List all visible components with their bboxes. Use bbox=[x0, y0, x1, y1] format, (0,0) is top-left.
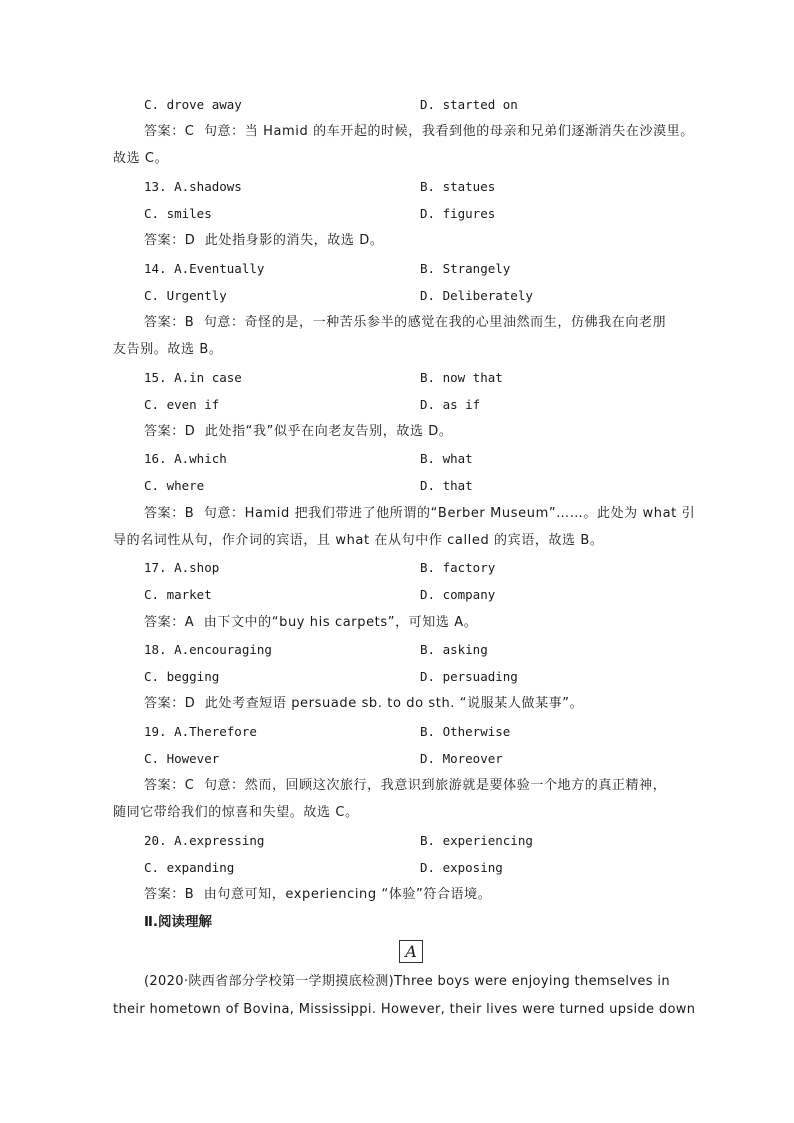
option-b: B. asking bbox=[420, 642, 488, 657]
option-a: 17. A.shop bbox=[144, 560, 220, 575]
option-c: C. However bbox=[144, 751, 220, 766]
answer-text-continued: 故选 C。 bbox=[113, 151, 169, 166]
answer-text: 答案：A 由下文中的“buy his carpets”，可知选 A。 bbox=[144, 615, 478, 630]
option-d: D. figures bbox=[420, 206, 496, 221]
answer-text-continued: 随同它带给我们的惊喜和失望。故选 C。 bbox=[113, 805, 359, 820]
option-a: 13. A.shadows bbox=[144, 179, 242, 194]
option-a: 20. A.expressing bbox=[144, 833, 265, 848]
section-title: Ⅱ.阅读理解 bbox=[144, 914, 213, 930]
answer-text: 答案：D 此处指身影的消失，故选 D。 bbox=[144, 233, 384, 248]
option-c: C. expanding bbox=[144, 860, 235, 875]
answer-text: 答案：B 句意：Hamid 把我们带进了他所谓的“Berber Museum”……。此处为 what 引 bbox=[144, 506, 696, 521]
answer-text-continued: 导的名词性从句，作介词的宾语，且 what 在从句中作 called 的宾语，故选 B。 bbox=[113, 533, 604, 548]
option-d: D. Moreover bbox=[420, 751, 503, 766]
answer-text: 答案：B 句意：奇怪的是，一种苦乐参半的感觉在我的心里油然而生，仿佛我在向老朋 bbox=[144, 315, 667, 330]
answer-text: 答案：B 由句意可知，experiencing “体验”符合语境。 bbox=[144, 887, 492, 902]
answer-text-continued: 友告别。故选 B。 bbox=[113, 342, 223, 357]
answer-text: 答案：D 此处指“我”似乎在向老友告别，故选 D。 bbox=[144, 424, 453, 439]
passage-text: (2020·陕西省部分学校第一学期摸底检测)Three boys were enjoying themselves in bbox=[144, 974, 670, 989]
option-c: C. Urgently bbox=[144, 288, 227, 303]
option-c: C. begging bbox=[144, 669, 220, 684]
answer-text: 答案：D 此处考查短语 persuade sb. to do sth. “说服某人做某事”。 bbox=[144, 696, 584, 711]
option-b: B. Otherwise bbox=[420, 724, 511, 739]
option-a: 18. A.encouraging bbox=[144, 642, 272, 657]
option-d: D. exposing bbox=[420, 860, 503, 875]
option-c: C. where bbox=[144, 478, 205, 493]
passage-text-continued: their hometown of Bovina, Mississippi. However, their lives were turned upside down bbox=[113, 1002, 696, 1017]
passage-label: A bbox=[399, 940, 423, 963]
answer-text: 答案：C 句意：然而，回顾这次旅行，我意识到旅游就是要体验一个地方的真正精神， bbox=[144, 778, 667, 793]
option-b: B. what bbox=[420, 451, 473, 466]
option-b: B. factory bbox=[420, 560, 496, 575]
option-a: 16. A.which bbox=[144, 451, 227, 466]
option-a: 15. A.in case bbox=[144, 370, 242, 385]
option-d: D. as if bbox=[420, 397, 481, 412]
option-d: D. that bbox=[420, 478, 473, 493]
answer-text: 答案：C 句意：当 Hamid 的车开起的时候，我看到他的母亲和兄弟们逐渐消失在沙漠里。 bbox=[144, 124, 694, 139]
option-b: B. Strangely bbox=[420, 261, 511, 276]
option-d: D. Deliberately bbox=[420, 288, 533, 303]
option-d: D. persuading bbox=[420, 669, 518, 684]
option-d: D. started on bbox=[420, 97, 518, 112]
option-a: 14. A.Eventually bbox=[144, 261, 265, 276]
option-b: B. now that bbox=[420, 370, 503, 385]
option-c: C. smiles bbox=[144, 206, 212, 221]
option-d: D. company bbox=[420, 587, 496, 602]
option-c: C. drove away bbox=[144, 97, 242, 112]
option-c: C. even if bbox=[144, 397, 220, 412]
option-a: 19. A.Therefore bbox=[144, 724, 257, 739]
option-b: B. statues bbox=[420, 179, 496, 194]
option-b: B. experiencing bbox=[420, 833, 533, 848]
option-c: C. market bbox=[144, 587, 212, 602]
